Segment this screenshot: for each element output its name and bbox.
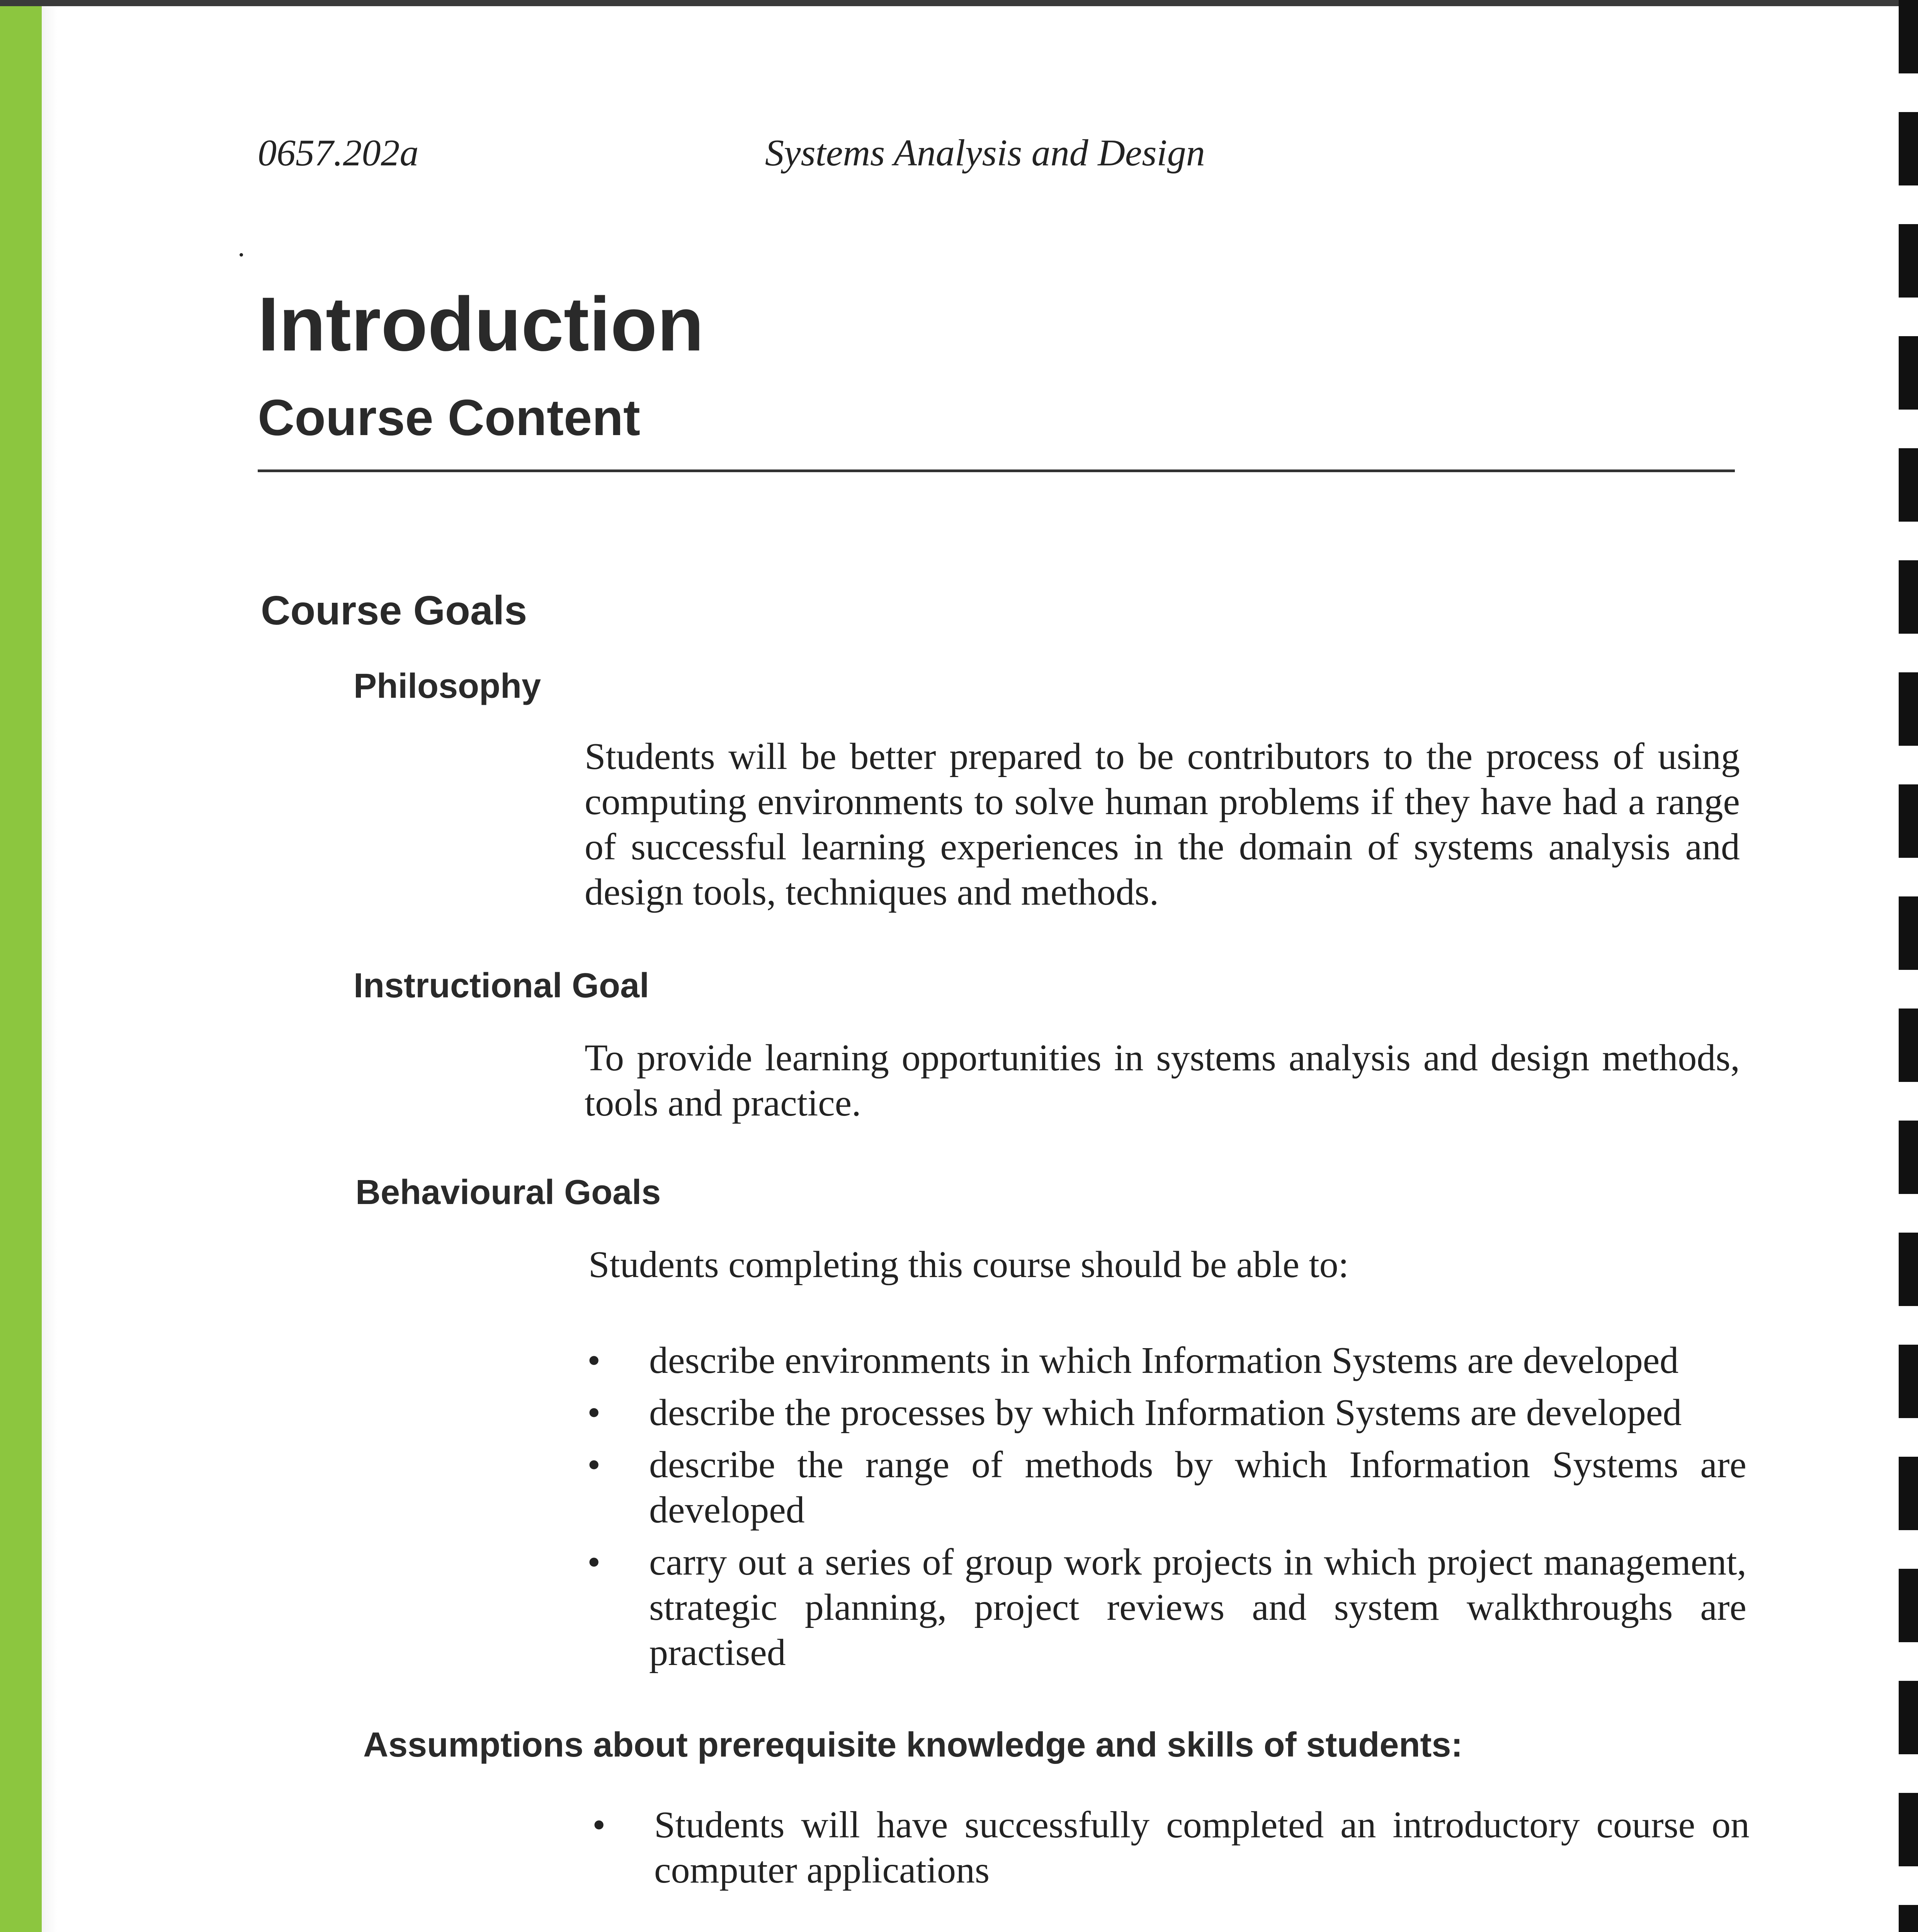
instructional-goal-text: To provide learning opportunities in systems analysis and design methods, tools and practice. — [585, 1037, 1740, 1124]
behavioural-goals-heading: Behavioural Goals — [355, 1173, 661, 1212]
course-goals-heading: Course Goals — [261, 588, 527, 633]
list-item: • describe the processes by which Information Systems are developed — [649, 1390, 1746, 1435]
title-rule — [258, 469, 1735, 472]
philosophy-heading: Philosophy — [354, 667, 541, 706]
spiral-binding — [1899, 0, 1918, 1932]
doc-code: 0657.202a — [258, 132, 419, 174]
stray-mark — [240, 253, 243, 257]
instructional-goal-heading: Instructional Goal — [354, 966, 650, 1005]
list-item: • Students will have successfully completed an introductory course on computer applications — [654, 1803, 1750, 1893]
page-title: Introduction — [258, 281, 704, 367]
assumptions-heading: Assumptions about prerequisite knowledge and skills of students: — [363, 1726, 1463, 1764]
running-title: Systems Analysis and Design — [765, 132, 1205, 174]
behavioural-goals-intro: Students completing this course should be able to: — [588, 1244, 1349, 1286]
assumptions-list — [654, 1803, 1750, 1900]
green-cover-edge — [0, 0, 42, 1932]
list-item: • describe environments in which Information Systems are developed — [649, 1338, 1746, 1383]
top-edge — [0, 0, 1918, 6]
list-item: • describe the range of methods by which Information Systems are developed — [649, 1442, 1746, 1533]
behavioural-goals-list — [649, 1338, 1746, 1682]
list-item: • carry out a series of group work projects in which project management, strategic planning, project reviews and system walkthroughs are practised — [649, 1540, 1746, 1675]
page-subtitle: Course Content — [258, 389, 640, 446]
philosophy-text: Students will be better prepared to be contributors to the process of using computing environments to solve human problems if they have had a range of successful learning experiences in the domain of systems analysis and design tools, techniques and methods. — [585, 736, 1740, 913]
